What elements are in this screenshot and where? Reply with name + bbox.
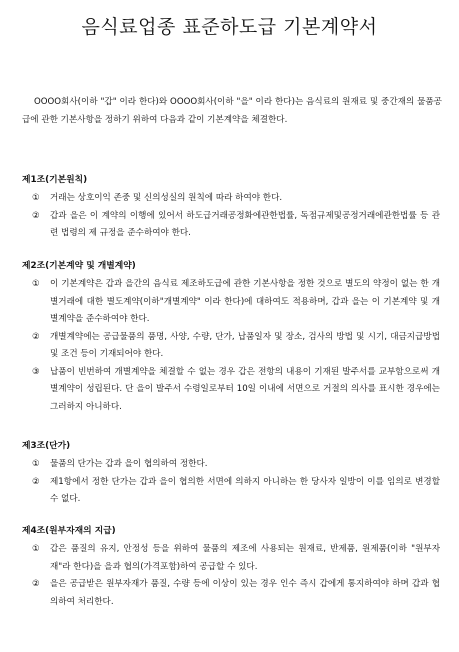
article-2-clause-3 bbox=[22, 364, 440, 417]
article-3 bbox=[22, 440, 440, 509]
clause-number: ② bbox=[32, 331, 40, 342]
article-1 bbox=[22, 174, 440, 243]
article-4-clause-1 bbox=[22, 541, 440, 576]
clause-number: ① bbox=[32, 193, 40, 203]
intro-paragraph: OOOO회사(이하 "갑" 이라 한다)와 OOOO회사(이하 "을" 이라 한다)는 음식료의 원재료 및 중간재의 물품공급에 관한 기본사항을 정하기 위하여 다음과 같이 기본계약을 체결한다. bbox=[22, 97, 442, 125]
article-2-title: 제2조(기본계약 및 개별계약) bbox=[22, 261, 136, 271]
clause-text: 제1항에서 정한 단가는 갑과 을이 협의한 서면에 의하지 아니하는 한 당사자 일방이 이를 임의로 변경할 수 없다. bbox=[50, 476, 440, 504]
clause-text: 갑과 을은 이 계약의 이행에 있어서 하도급거래공정화에관한법률, 독점규제및공정거래에관한법률 등 관련 법령의 제 규정을 준수하여야 한다. bbox=[50, 210, 440, 238]
article-2-clause-1 bbox=[22, 276, 440, 329]
clause-number: ② bbox=[32, 210, 40, 221]
clause-number: ① bbox=[32, 459, 40, 469]
article-1-title: 제1조(기본원칙) bbox=[22, 175, 88, 185]
article-3-clause-1 bbox=[22, 456, 440, 474]
clause-text: 갑은 품질의 유지, 안정성 등을 위하여 물품의 제조에 사용되는 원재료, 반제품, 원제품(이하 "원부자재"라 한다)을 을과 협의(가격포함)하여 공급할 수 있다. bbox=[50, 544, 440, 572]
document-title: 음식료업종 표준하도급 기본계약서 bbox=[81, 16, 378, 38]
article-4-clause-2 bbox=[22, 576, 440, 611]
article-2 bbox=[22, 260, 440, 416]
clause-text: 이 기본계약은 갑과 을간의 음식료 제조하도급에 관한 기본사항을 정한 것으로 별도의 약정이 없는 한 개별거래에 대한 별도계약(이하"개별계약" 이라 한다)에 대하여도 적용하며, 갑과 을는 이 기본계약 및 개별계약을 준수하여야 한다. bbox=[50, 279, 440, 324]
clause-text: 을은 공급받은 원부자재가 품질, 수량 등에 이상이 있는 경우 인수 즉시 갑에게 통지하여야 하며 갑과 협의하여 처리한다. bbox=[50, 579, 440, 607]
article-4-title: 제4조(원부자재의 지급) bbox=[22, 526, 116, 536]
clause-number: ① bbox=[32, 544, 40, 554]
article-3-clause-2 bbox=[22, 474, 440, 509]
clause-number: ③ bbox=[32, 366, 40, 377]
clause-number: ② bbox=[32, 476, 40, 487]
clause-text: 거래는 상호이익 존중 및 신의성실의 원칙에 따라 하여야 한다. bbox=[50, 193, 283, 203]
article-2-clause-2 bbox=[22, 329, 440, 364]
clause-text: 개별계약에는 공급물품의 품명, 사양, 수량, 단가, 납품일자 및 장소, 검사의 방법 및 시기, 대금지급방법 및 조건 등이 기재되어야 한다. bbox=[50, 331, 440, 359]
clause-text: 납품이 빈번하여 개별계약을 체결할 수 없는 경우 갑은 전항의 내용이 기재된 발주서를 교부함으로써 개별계약이 성립된다. 단 을이 발주서 수령일로부터 10일 이내에 서면으로 거절의 의사를 표시한 경우에는 그러하지 아니하다. bbox=[50, 366, 440, 412]
article-3-title: 제3조(단가) bbox=[22, 441, 71, 451]
article-4 bbox=[22, 525, 440, 611]
clause-number: ① bbox=[32, 279, 40, 289]
clause-text: 물품의 단가는 갑과 을이 협의하여 정한다. bbox=[50, 459, 208, 469]
article-1-clause-2 bbox=[22, 208, 440, 243]
article-1-clause-1 bbox=[22, 190, 440, 208]
clause-number: ② bbox=[32, 579, 40, 589]
